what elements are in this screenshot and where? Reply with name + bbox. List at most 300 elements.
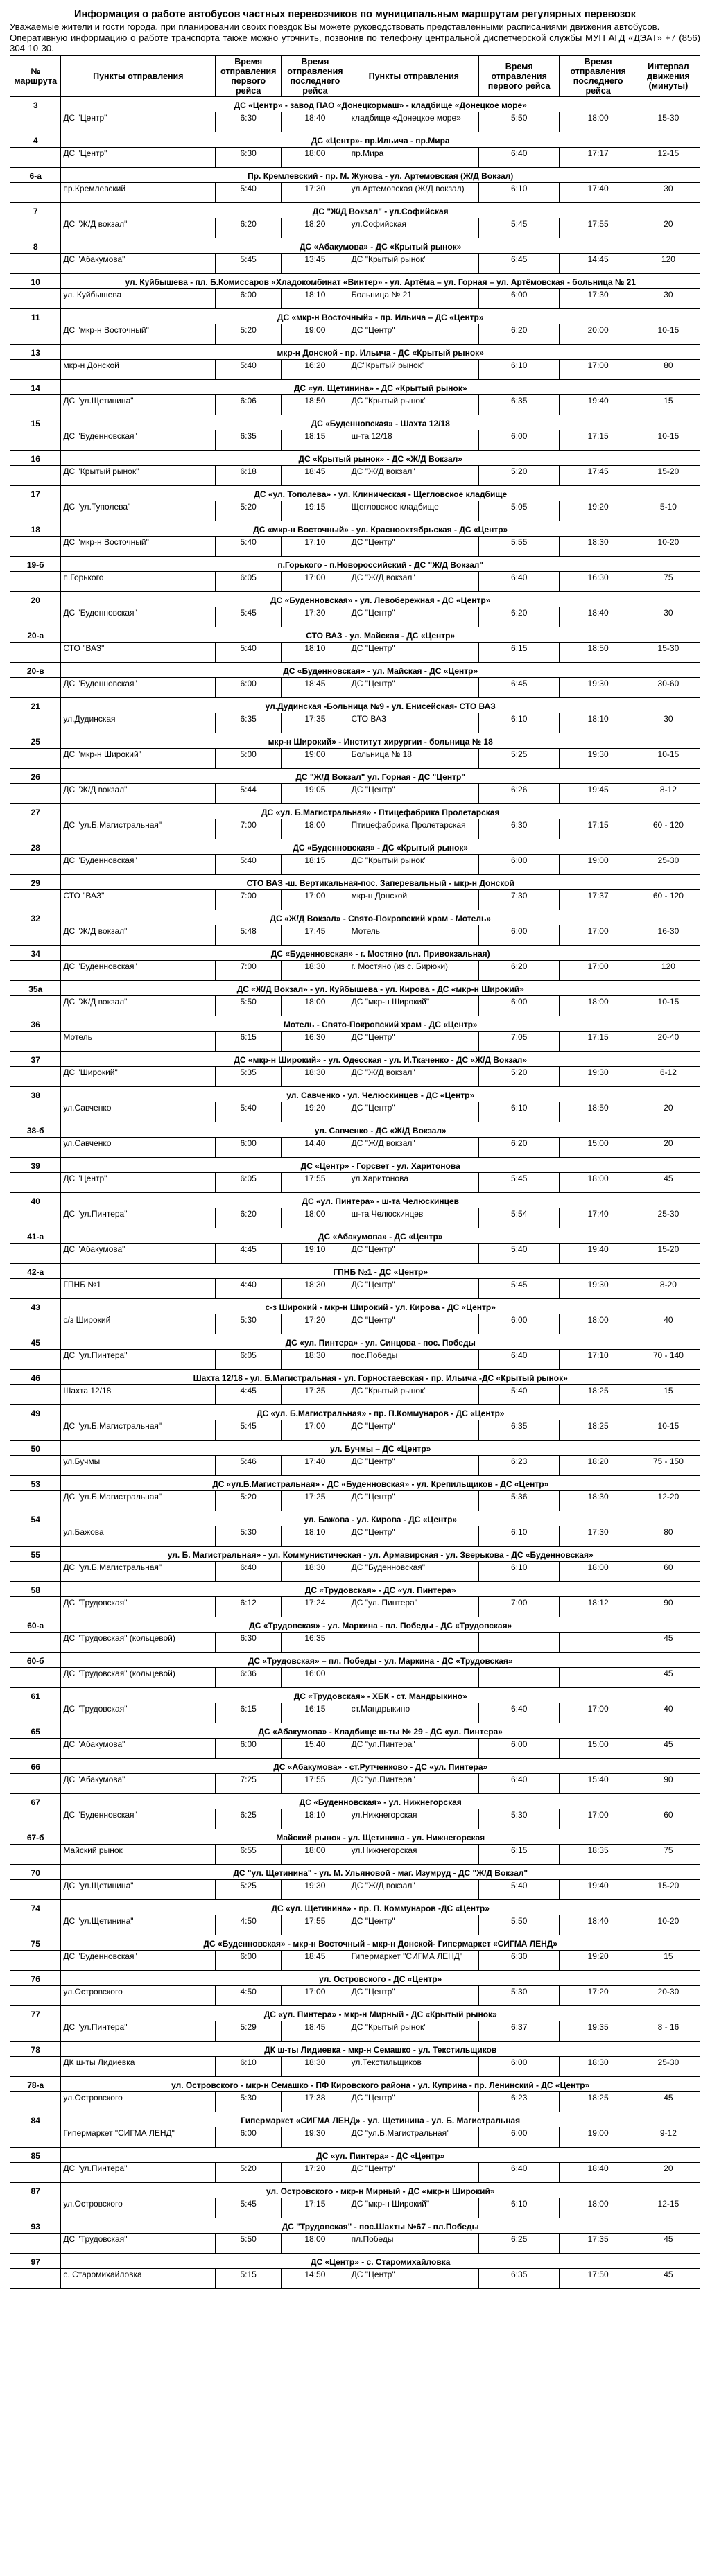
- route-name: ДС «Ж/Д Вокзал» - Свято-Покровский храм - Мотель»: [61, 910, 700, 925]
- last-b-cell: 18:25: [560, 1420, 637, 1440]
- route-name: ДС «Трудовская» - ДС «ул. Пинтера»: [61, 1581, 700, 1596]
- first-a-cell: 6:40: [216, 1561, 282, 1581]
- stop-b-cell: ДС "ул.Пинтера": [349, 1738, 478, 1758]
- schedule-row: [10, 218, 700, 238]
- first-a-cell: 6:12: [216, 1596, 282, 1617]
- last-b-cell: 18:00: [560, 2198, 637, 2218]
- stop-b-cell: ДС "Буденновская": [349, 1561, 478, 1581]
- intro-paragraph: Уважаемые жители и гости города, при планировании своих поездок Вы можете руководствовать представленными расписаниями движения автобусов.: [10, 21, 660, 32]
- route-title-row: [10, 1086, 700, 1102]
- last-b-cell: 14:45: [560, 253, 637, 273]
- stop-b-cell: Мотель: [349, 925, 478, 945]
- empty-cell: [10, 2091, 61, 2112]
- empty-cell: [10, 642, 61, 662]
- stop-b-cell: ДС "Центр": [349, 783, 478, 803]
- stop-a-cell: ДС "Трудовская": [61, 2233, 216, 2253]
- route-title-row: [10, 2218, 700, 2233]
- route-title-row: [10, 308, 700, 324]
- route-name: Шахта 12/18 - ул. Б.Магистральная - ул. Горностаевская - пр. Ильича -ДС «Крытый рынок»: [61, 1369, 700, 1384]
- first-a-cell: 6:55: [216, 1844, 282, 1864]
- interval-cell: 60 - 120: [637, 819, 700, 839]
- schedule-row: [10, 1703, 700, 1723]
- last-a-cell: 17:00: [282, 1420, 349, 1440]
- empty-cell: [10, 2127, 61, 2147]
- stop-b-cell: ул.Нижнегорская: [349, 1809, 478, 1829]
- route-title-row: [10, 1192, 700, 1208]
- first-b-cell: 6:25: [478, 2233, 559, 2253]
- interval-cell: 10-15: [637, 430, 700, 450]
- first-a-cell: 6:05: [216, 571, 282, 591]
- route-name: ДС «Трудовская» - ул. Маркина - пл. Победы - ДС «Трудовская»: [61, 1617, 700, 1632]
- schedule-row: [10, 925, 700, 945]
- route-title-row: [10, 1369, 700, 1384]
- stop-a-cell: ДС "Широкий": [61, 1066, 216, 1086]
- last-b-cell: 19:30: [560, 1066, 637, 1086]
- schedule-row: [10, 713, 700, 733]
- stop-a-cell: ДС "ул.Пинтера": [61, 1208, 216, 1228]
- route-name: п.Горького - п.Новороссийский - ДС "Ж/Д Вокзал": [61, 556, 700, 571]
- interval-cell: 30: [637, 607, 700, 627]
- stop-b-cell: ДС "Ж/Д вокзал": [349, 465, 478, 485]
- last-b-cell: 19:45: [560, 783, 637, 803]
- schedule-row: [10, 1420, 700, 1440]
- route-title-row: [10, 1440, 700, 1455]
- stop-a-cell: ДС "ул.Щетинина": [61, 1879, 216, 1899]
- schedule-row: [10, 1632, 700, 1652]
- intro-paragraph: Оперативную информацию о работе транспорта также можно уточнить, позвонив по телефону центральной диспетчерской службы МУП АГД «ДЭАТ» +7 (856) 304-10-30.: [10, 32, 700, 53]
- route-title-row: [10, 1334, 700, 1349]
- stop-a-cell: Шахта 12/18: [61, 1384, 216, 1404]
- route-title-row: [10, 1263, 700, 1278]
- empty-cell: [10, 1773, 61, 1793]
- route-title-row: [10, 2041, 700, 2056]
- interval-cell: 45: [637, 1738, 700, 1758]
- schedule-row: [10, 288, 700, 308]
- last-b-cell: 18:40: [560, 607, 637, 627]
- route-title-row: [10, 839, 700, 854]
- schedule-row: [10, 1950, 700, 1970]
- stop-a-cell: Гипермаркет "СИГМА ЛЕНД": [61, 2127, 216, 2147]
- interval-cell: 9-12: [637, 2127, 700, 2147]
- first-a-cell: 7:00: [216, 960, 282, 980]
- schedule-row: [10, 1561, 700, 1581]
- route-name: ДС «Абакумова» - ст.Рутченково - ДС «ул. Пинтера»: [61, 1758, 700, 1773]
- route-number: 42-а: [10, 1263, 61, 1278]
- route-number: 20-а: [10, 627, 61, 642]
- route-title-row: [10, 273, 700, 288]
- first-a-cell: 5:45: [216, 253, 282, 273]
- last-a-cell: 18:20: [282, 218, 349, 238]
- interval-cell: 15: [637, 1950, 700, 1970]
- first-b-cell: 6:40: [478, 571, 559, 591]
- schedule-page: [10, 0, 700, 2289]
- interval-cell: 10-15: [637, 748, 700, 768]
- empty-cell: [10, 1561, 61, 1581]
- route-title-row: [10, 379, 700, 394]
- route-title-row: [10, 132, 700, 147]
- empty-cell: [10, 2021, 61, 2041]
- stop-a-cell: с. Старомихайловка: [61, 2268, 216, 2288]
- route-title-row: [10, 733, 700, 748]
- first-a-cell: 4:50: [216, 1985, 282, 2005]
- stop-a-cell: ДС "Ж/Д вокзал": [61, 783, 216, 803]
- last-b-cell: 18:00: [560, 1172, 637, 1192]
- empty-cell: [10, 1526, 61, 1546]
- last-a-cell: 18:00: [282, 1844, 349, 1864]
- route-number: 60-б: [10, 1652, 61, 1667]
- route-name: ДС «Абакумова» - Кладбище ш-ты № 29 - ДС «ул. Пинтера»: [61, 1723, 700, 1738]
- last-b-cell: 18:30: [560, 536, 637, 556]
- last-a-cell: 18:10: [282, 288, 349, 308]
- route-title-row: [10, 2182, 700, 2198]
- route-number: 16: [10, 450, 61, 465]
- route-name: ДС «ул.Б.Магистральная» - ДС «Буденновская» - ул. Крепильщиков - ДС «Центр»: [61, 1475, 700, 1490]
- route-title-row: [10, 1298, 700, 1314]
- last-a-cell: 18:40: [282, 112, 349, 132]
- last-b-cell: 19:40: [560, 1879, 637, 1899]
- last-b-cell: 18:00: [560, 1314, 637, 1334]
- stop-a-cell: ДС "мкр-н Восточный": [61, 536, 216, 556]
- stop-a-cell: ДС "Центр": [61, 1172, 216, 1192]
- stop-a-cell: ДС "Буденновская": [61, 607, 216, 627]
- route-name: ДС «мкр-н Восточный» - пр. Ильича – ДС «Центр»: [61, 308, 700, 324]
- route-number: 25: [10, 733, 61, 748]
- first-a-cell: 6:30: [216, 1632, 282, 1652]
- route-number: 60-а: [10, 1617, 61, 1632]
- stop-a-cell: ул.Островского: [61, 2198, 216, 2218]
- interval-cell: 25-30: [637, 854, 700, 874]
- last-b-cell: 19:40: [560, 1243, 637, 1263]
- first-a-cell: 6:35: [216, 713, 282, 733]
- route-name: Майский рынок - ул. Щетинина - ул. Нижнегорская: [61, 1829, 700, 1844]
- route-title-row: [10, 910, 700, 925]
- stop-a-cell: ДС "Трудовская" (кольцевой): [61, 1667, 216, 1687]
- empty-cell: [10, 2162, 61, 2182]
- interval-cell: 45: [637, 2233, 700, 2253]
- stop-b-cell: ДС "Центр": [349, 536, 478, 556]
- route-title-row: [10, 1157, 700, 1172]
- empty-cell: [10, 1915, 61, 1935]
- first-b-cell: 6:20: [478, 1137, 559, 1157]
- route-number: 26: [10, 768, 61, 783]
- first-a-cell: 5:40: [216, 642, 282, 662]
- stop-a-cell: ул.Островского: [61, 2091, 216, 2112]
- route-title-row: [10, 1793, 700, 1809]
- empty-cell: [10, 2198, 61, 2218]
- first-b-cell: 6:10: [478, 1102, 559, 1122]
- route-number: 29: [10, 874, 61, 889]
- interval-cell: 15-30: [637, 112, 700, 132]
- route-name: ДС «Центр» - Горсвет - ул. Харитонова: [61, 1157, 700, 1172]
- first-b-cell: 6:35: [478, 2268, 559, 2288]
- route-number: 85: [10, 2147, 61, 2162]
- stop-b-cell: ул.Текстильщиков: [349, 2056, 478, 2076]
- route-number: 78: [10, 2041, 61, 2056]
- route-name: ДС "ул. Щетинина" - ул. М. Ульяновой - маг. Изумруд - ДС "Ж/Д Вокзал": [61, 1864, 700, 1879]
- first-b-cell: 6:00: [478, 1738, 559, 1758]
- interval-cell: 120: [637, 960, 700, 980]
- last-a-cell: 14:40: [282, 1137, 349, 1157]
- stop-a-cell: ДС "мкр-н Широкий": [61, 748, 216, 768]
- last-a-cell: 17:20: [282, 1314, 349, 1334]
- interval-cell: 30: [637, 182, 700, 202]
- empty-cell: [10, 889, 61, 910]
- route-number: 36: [10, 1016, 61, 1031]
- first-b-cell: 6:15: [478, 1844, 559, 1864]
- schedule-row: [10, 1455, 700, 1475]
- last-a-cell: 16:15: [282, 1703, 349, 1723]
- first-a-cell: 6:00: [216, 1950, 282, 1970]
- last-a-cell: 17:30: [282, 607, 349, 627]
- interval-cell: 60: [637, 1809, 700, 1829]
- interval-cell: 75: [637, 571, 700, 591]
- first-b-cell: 6:00: [478, 430, 559, 450]
- interval-cell: 16-30: [637, 925, 700, 945]
- first-a-cell: 6:00: [216, 677, 282, 697]
- empty-cell: [10, 1384, 61, 1404]
- stop-b-cell: ул.Нижнегорская: [349, 1844, 478, 1864]
- empty-cell: [10, 536, 61, 556]
- stop-a-cell: ул. Куйбышева: [61, 288, 216, 308]
- stop-a-cell: ДС "ул.Б.Магистральная": [61, 1561, 216, 1581]
- route-number: 28: [10, 839, 61, 854]
- schedule-row: [10, 1844, 700, 1864]
- first-a-cell: 6:15: [216, 1031, 282, 1051]
- last-a-cell: 15:40: [282, 1738, 349, 1758]
- route-title-row: [10, 1581, 700, 1596]
- route-title-row: [10, 2147, 700, 2162]
- stop-a-cell: ДС "ул.Туполева": [61, 501, 216, 521]
- first-a-cell: 6:25: [216, 1809, 282, 1829]
- first-a-cell: 5:40: [216, 536, 282, 556]
- first-b-cell: 6:20: [478, 324, 559, 344]
- route-name: ул. Островского - мкр-н Семашко - ПФ Кировского района - ул. Куприна - пр. Ленинский - ДС «Центр»: [61, 2076, 700, 2091]
- route-name: ДС «Центр» - завод ПАО «Донецкормаш» - кладбище «Донецкое море»: [61, 96, 700, 112]
- first-b-cell: 5:30: [478, 1985, 559, 2005]
- interval-cell: 75: [637, 1844, 700, 1864]
- route-number: 32: [10, 910, 61, 925]
- route-title-row: [10, 485, 700, 501]
- empty-cell: [10, 819, 61, 839]
- first-b-cell: 6:00: [478, 1314, 559, 1334]
- first-a-cell: 6:30: [216, 112, 282, 132]
- route-number: 20: [10, 591, 61, 607]
- last-b-cell: 17:00: [560, 359, 637, 379]
- first-b-cell: [478, 1632, 559, 1652]
- last-a-cell: 16:00: [282, 1667, 349, 1687]
- interval-cell: 6-12: [637, 1066, 700, 1086]
- first-b-cell: 6:45: [478, 677, 559, 697]
- route-title-row: [10, 1404, 700, 1420]
- empty-cell: [10, 1031, 61, 1051]
- first-a-cell: 5:45: [216, 607, 282, 627]
- last-a-cell: 18:00: [282, 995, 349, 1016]
- interval-cell: 45: [637, 1632, 700, 1652]
- route-title-row: [10, 96, 700, 112]
- empty-cell: [10, 571, 61, 591]
- schedule-row: [10, 465, 700, 485]
- route-name: ДС «Буденновская» - ул. Нижнегорская: [61, 1793, 700, 1809]
- header-last-1: Время отправления последнего рейса: [282, 55, 349, 96]
- empty-cell: [10, 147, 61, 167]
- interval-cell: 15-20: [637, 1243, 700, 1263]
- last-b-cell: 17:10: [560, 1349, 637, 1369]
- stop-b-cell: ДС "мкр-н Широкий": [349, 2198, 478, 2218]
- first-a-cell: 6:06: [216, 394, 282, 415]
- route-number: 15: [10, 415, 61, 430]
- last-a-cell: 18:15: [282, 430, 349, 450]
- first-a-cell: 4:40: [216, 1278, 282, 1298]
- last-a-cell: 13:45: [282, 253, 349, 273]
- first-b-cell: 5:45: [478, 1278, 559, 1298]
- route-name: ДС «ул. Б.Магистральная» - Птицефабрика Пролетарская: [61, 803, 700, 819]
- first-a-cell: 5:25: [216, 1879, 282, 1899]
- last-a-cell: 17:35: [282, 713, 349, 733]
- route-title-row: [10, 945, 700, 960]
- route-title-row: [10, 803, 700, 819]
- last-a-cell: 17:00: [282, 889, 349, 910]
- first-b-cell: 5:54: [478, 1208, 559, 1228]
- first-a-cell: 5:15: [216, 2268, 282, 2288]
- stop-a-cell: ДС "ул.Щетинина": [61, 394, 216, 415]
- first-b-cell: 6:10: [478, 713, 559, 733]
- first-b-cell: [478, 1667, 559, 1687]
- last-b-cell: 18:10: [560, 713, 637, 733]
- first-a-cell: 5:45: [216, 1420, 282, 1440]
- header-first-1: Время отправления первого рейса: [216, 55, 282, 96]
- empty-cell: [10, 182, 61, 202]
- stop-b-cell: ДС "Крытый рынок": [349, 854, 478, 874]
- route-name: ДС «ул. Щетинина» - пр. П. Коммунаров -ДС «Центр»: [61, 1899, 700, 1915]
- stop-b-cell: ДС "Крытый рынок": [349, 2021, 478, 2041]
- last-b-cell: 17:00: [560, 1809, 637, 1829]
- stop-b-cell: ДС "Центр": [349, 642, 478, 662]
- route-name: ДС «мкр-н Широкий» - ул. Одесская - ул. И.Ткаченко - ДС «Ж/Д Вокзал»: [61, 1051, 700, 1066]
- last-b-cell: 19:00: [560, 854, 637, 874]
- first-b-cell: 7:30: [478, 889, 559, 910]
- first-b-cell: 6:45: [478, 253, 559, 273]
- last-b-cell: 19:20: [560, 501, 637, 521]
- first-a-cell: 5:45: [216, 2198, 282, 2218]
- last-a-cell: 18:10: [282, 1809, 349, 1829]
- route-title-row: [10, 1511, 700, 1526]
- stop-a-cell: пр.Кремлевский: [61, 182, 216, 202]
- route-title-row: [10, 1228, 700, 1243]
- stop-a-cell: с/з Широкий: [61, 1314, 216, 1334]
- first-b-cell: 5:45: [478, 1172, 559, 1192]
- schedule-row: [10, 1172, 700, 1192]
- stop-a-cell: ул.Островского: [61, 1985, 216, 2005]
- interval-cell: 10-15: [637, 324, 700, 344]
- last-a-cell: 18:10: [282, 642, 349, 662]
- last-a-cell: 18:15: [282, 854, 349, 874]
- route-title-row: [10, 1970, 700, 1985]
- first-a-cell: 6:20: [216, 1208, 282, 1228]
- route-number: 45: [10, 1334, 61, 1349]
- last-b-cell: 18:00: [560, 995, 637, 1016]
- first-a-cell: 6:10: [216, 2056, 282, 2076]
- last-a-cell: 18:30: [282, 1278, 349, 1298]
- stop-a-cell: ДС "Абакумова": [61, 253, 216, 273]
- first-b-cell: 5:20: [478, 465, 559, 485]
- stop-b-cell: СТО ВАЗ: [349, 713, 478, 733]
- first-a-cell: 4:45: [216, 1384, 282, 1404]
- stop-b-cell: ДС"Крытый рынок": [349, 359, 478, 379]
- stop-a-cell: ДС "Буденновская": [61, 1950, 216, 1970]
- first-b-cell: 6:30: [478, 1950, 559, 1970]
- route-number: 50: [10, 1440, 61, 1455]
- stop-b-cell: Птицефабрика Пролетарская: [349, 819, 478, 839]
- first-a-cell: 6:05: [216, 1172, 282, 1192]
- route-number: 38-б: [10, 1122, 61, 1137]
- schedule-row: [10, 253, 700, 273]
- last-a-cell: 18:50: [282, 394, 349, 415]
- schedule-row: [10, 2021, 700, 2041]
- first-a-cell: 6:36: [216, 1667, 282, 1687]
- route-name: ул. Островского - мкр-н Мирный - ДС «мкр-н Широкий»: [61, 2182, 700, 2198]
- route-name: Гипермаркет «СИГМА ЛЕНД» - ул. Щетинина - ул. Б. Магистральная: [61, 2112, 700, 2127]
- schedule-row: [10, 2268, 700, 2288]
- stop-b-cell: ул.Харитонова: [349, 1172, 478, 1192]
- empty-cell: [10, 1172, 61, 1192]
- stop-b-cell: Больница № 18: [349, 748, 478, 768]
- route-name: ул. Куйбышева - пл. Б.Комиссаров «Хладокомбинат «Винтер» - ул. Артёма – ул. Горная – ул. Артёмовская - больница № 21: [61, 273, 700, 288]
- route-name: ул. Островского - ДС «Центр»: [61, 1970, 700, 1985]
- header-from-2: Пункты отправления: [349, 55, 478, 96]
- route-name: с-з Широкий - мкр-н Широкий - ул. Кирова - ДС «Центр»: [61, 1298, 700, 1314]
- last-a-cell: 18:30: [282, 1349, 349, 1369]
- last-b-cell: 15:00: [560, 1738, 637, 1758]
- interval-cell: 8 - 16: [637, 2021, 700, 2041]
- first-b-cell: 6:00: [478, 925, 559, 945]
- stop-b-cell: ш-та 12/18: [349, 430, 478, 450]
- first-a-cell: 5:30: [216, 2091, 282, 2112]
- route-title-row: [10, 1016, 700, 1031]
- route-number: 8: [10, 238, 61, 253]
- first-b-cell: 6:40: [478, 1773, 559, 1793]
- interval-cell: 20-40: [637, 1031, 700, 1051]
- page-title: Информация о работе автобусов частных перевозчиков по муниципальным маршрутам регулярных перевозок: [74, 9, 636, 20]
- empty-cell: [10, 253, 61, 273]
- empty-cell: [10, 1349, 61, 1369]
- route-title-row: [10, 556, 700, 571]
- schedule-row: [10, 2198, 700, 2218]
- last-b-cell: 15:00: [560, 1137, 637, 1157]
- stop-a-cell: ДС "мкр-н Восточный": [61, 324, 216, 344]
- last-b-cell: 18:30: [560, 1490, 637, 1511]
- schedule-row: [10, 324, 700, 344]
- first-a-cell: 5:50: [216, 995, 282, 1016]
- route-title-row: [10, 1723, 700, 1738]
- route-number: 37: [10, 1051, 61, 1066]
- route-name: ДС «Центр» - с. Старомихайловка: [61, 2253, 700, 2268]
- schedule-row: [10, 783, 700, 803]
- interval-cell: 8-20: [637, 1278, 700, 1298]
- stop-b-cell: ДС "Центр": [349, 1985, 478, 2005]
- schedule-row: [10, 1314, 700, 1334]
- last-a-cell: 18:10: [282, 1526, 349, 1546]
- stop-b-cell: ДС "Крытый рынок": [349, 253, 478, 273]
- empty-cell: [10, 112, 61, 132]
- last-b-cell: 18:50: [560, 642, 637, 662]
- interval-cell: 40: [637, 1314, 700, 1334]
- empty-cell: [10, 1208, 61, 1228]
- empty-cell: [10, 713, 61, 733]
- last-a-cell: 17:20: [282, 2162, 349, 2182]
- first-a-cell: 5:40: [216, 1102, 282, 1122]
- first-b-cell: 5:45: [478, 218, 559, 238]
- route-number: 77: [10, 2005, 61, 2021]
